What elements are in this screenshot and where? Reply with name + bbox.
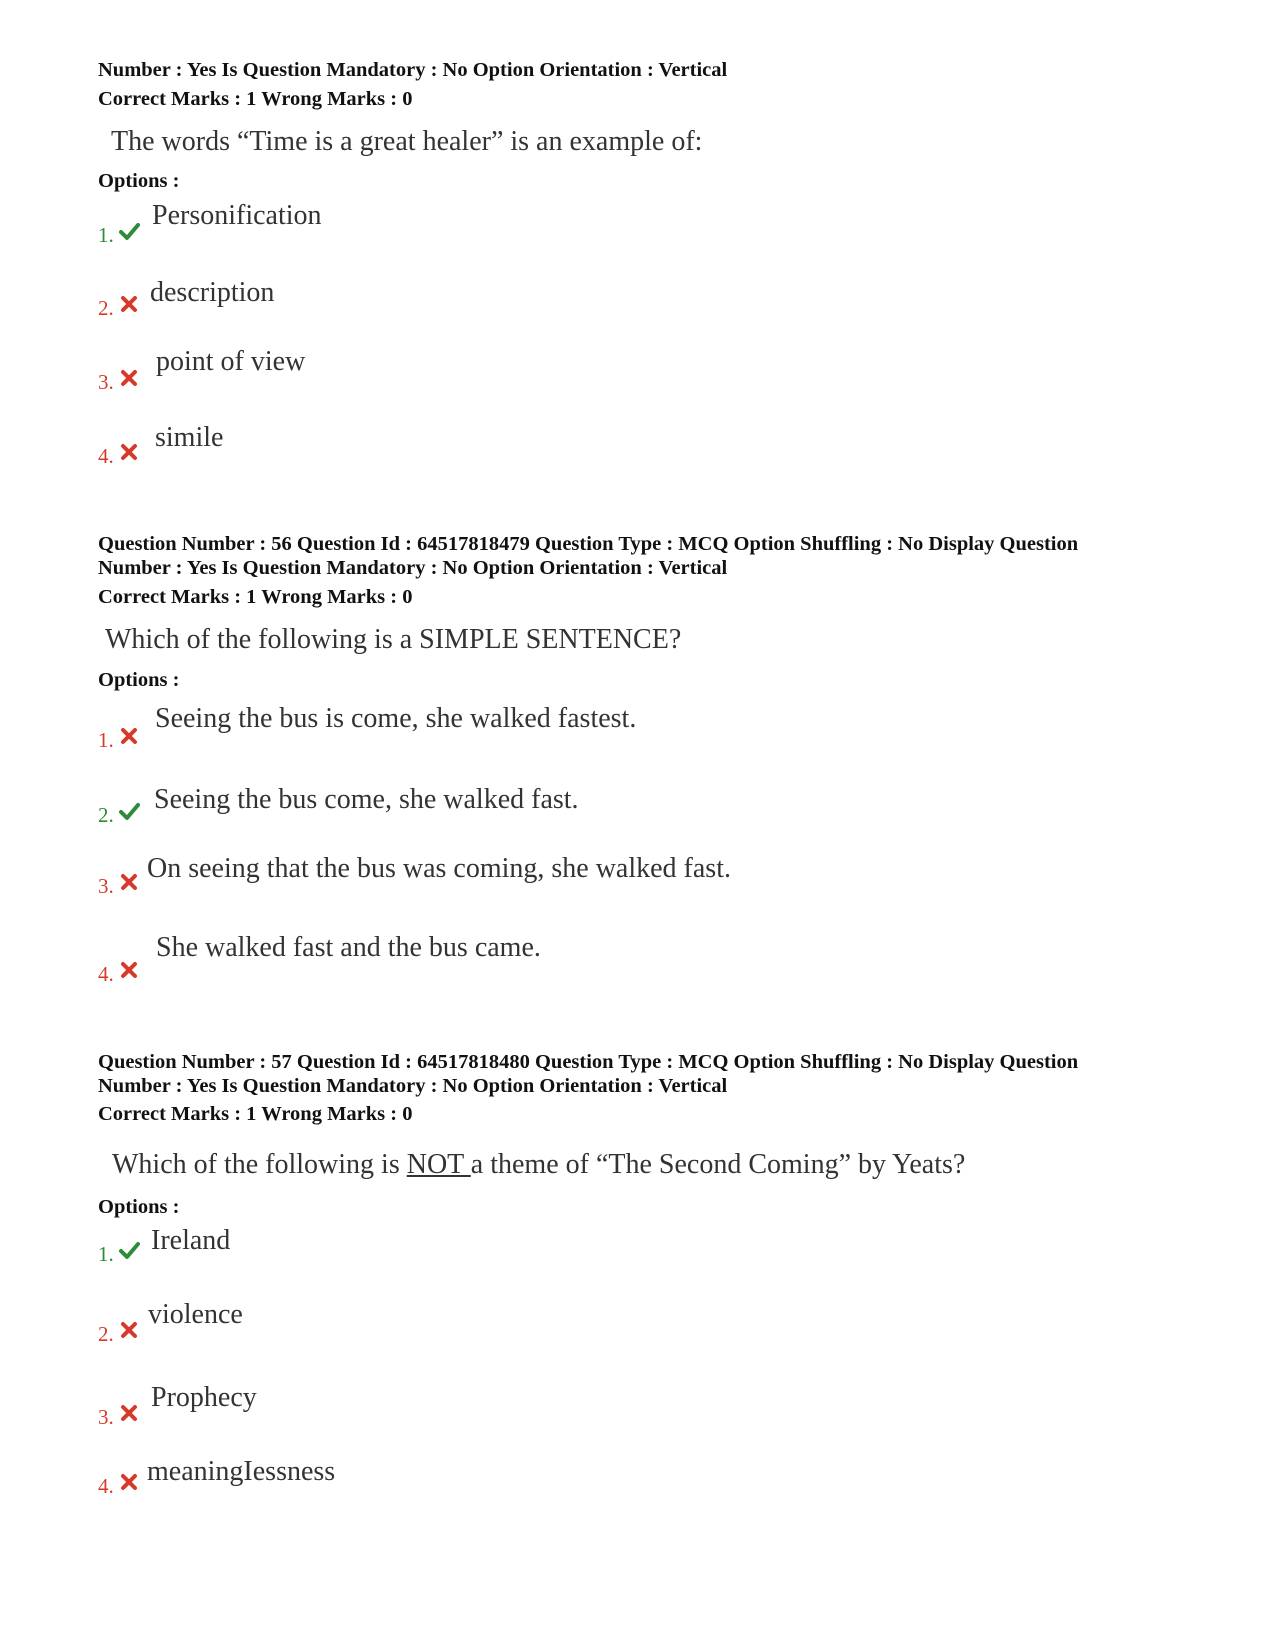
cross-icon [118,441,140,463]
option-text: Prophecy [151,1382,257,1413]
option-text: Ireland [151,1225,231,1256]
question-text [112,1149,965,1181]
option-number: 1. [98,1242,114,1266]
question-marks: Correct Marks : 1 Wrong Marks : 0 [98,586,413,608]
question-text: Which of the following is a SIMPLE SENTENCE? [105,624,682,655]
question-emphasis: NOT [406,1149,471,1180]
options-label: Options : [98,669,180,691]
option-text: On seeing that the bus was coming, she walked fast. [147,853,731,884]
option-text: She walked fast and the bus came. [156,932,541,963]
question-text-start: Which of the following is [112,1149,407,1180]
option-text: Seeing the bus come, she walked fast. [154,784,579,815]
option-number: 4. [98,962,114,986]
question-meta-line: Number : Yes Is Question Mandatory : No Option Orientation : Vertical [98,59,728,81]
cross-icon [118,1319,140,1341]
option-text: description [150,277,275,308]
question-marks: Correct Marks : 1 Wrong Marks : 0 [98,1103,413,1125]
cross-icon [118,725,140,747]
option-number: 3. [98,1405,114,1429]
check-icon [118,220,140,242]
question-meta-line: Number : Yes Is Question Mandatory : No Option Orientation : Vertical [98,557,728,579]
question-text-end: a theme of “The Second Coming” by Yeats? [470,1149,966,1180]
option-text: simile [155,422,224,453]
option-number: 2. [98,803,114,827]
options-label: Options : [98,1196,180,1218]
question-text: The words “Time is a great healer” is an example of: [111,126,703,157]
question-meta-line: Question Number : 57 Question Id : 64517818480 Question Type : MCQ Option Shuffling : No Display Question [98,1051,1079,1073]
options-label: Options : [98,170,180,192]
cross-icon [118,871,140,893]
cross-icon [118,293,140,315]
option-text: Seeing the bus is come, she walked fastest. [155,703,637,734]
option-text: Personification [152,200,322,231]
option-number: 2. [98,296,114,320]
option-number: 3. [98,874,114,898]
option-number: 3. [98,370,114,394]
option-number: 1. [98,223,114,247]
option-text: point of view [156,346,306,377]
cross-icon [118,1402,140,1424]
option-number: 1. [98,728,114,752]
cross-icon [118,959,140,981]
option-number: 2. [98,1322,114,1346]
check-icon [118,1239,140,1261]
option-number: 4. [98,444,114,468]
question-meta-line: Question Number : 56 Question Id : 64517818479 Question Type : MCQ Option Shuffling : No Display Question [98,533,1079,555]
option-text: meaningIessness [147,1456,336,1487]
option-number: 4. [98,1474,114,1498]
option-text: violence [148,1299,243,1330]
check-icon [118,800,140,822]
question-marks: Correct Marks : 1 Wrong Marks : 0 [98,88,413,110]
cross-icon [118,1471,140,1493]
question-meta-line: Number : Yes Is Question Mandatory : No Option Orientation : Vertical [98,1075,728,1097]
cross-icon [118,367,140,389]
